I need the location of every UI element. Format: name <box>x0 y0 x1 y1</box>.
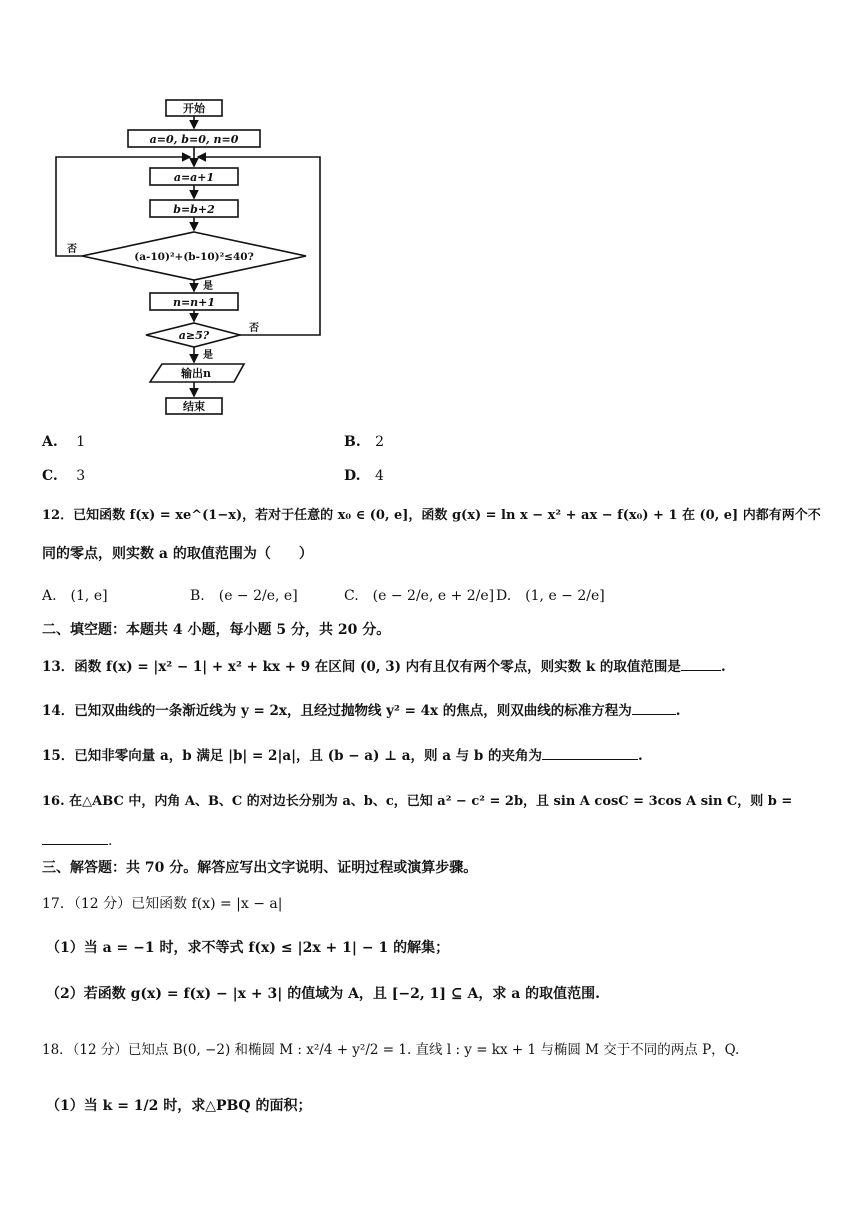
no1-label: 否 <box>67 244 77 255</box>
end-label: 结束 <box>183 400 205 413</box>
q12-line1: 12．已知函数 f(x) = xe^(1−x)，若对于任意的 x₀ ∈ (0, e]，函数 g(x) = ln x − x² + ax − f(x₀) + 1 在 (0, e] 内都有两个不 <box>42 508 821 523</box>
q18-title: 18．（12 分）已知点 B(0, −2) 和椭圆 M : x²/4 + y²/2 = 1. 直线 l : y = kx + 1 与椭圆 M 交于不同的两点 P，Q. <box>42 1042 740 1058</box>
q12-option-c: C. (e − 2/e, e + 2/e] <box>344 588 495 604</box>
q11-option-c-label: C. <box>42 468 58 484</box>
q17-title: 17．（12 分）已知函数 f(x) = |x − a| <box>42 896 283 912</box>
q12-line2: 同的零点，则实数 a 的取值范围为（ ） <box>42 546 313 562</box>
step-a-label: a=a+1 <box>173 171 215 184</box>
q12-option-b: B. (e − 2/e, e] <box>190 588 298 604</box>
q12-option-a: A. (1, e] <box>42 588 108 604</box>
q11-option-b <box>344 432 384 452</box>
step-b-label: b=b+2 <box>173 203 215 216</box>
q11-option-d-label: D. <box>344 468 361 484</box>
q17-part1: （1）当 a = −1 时，求不等式 f(x) ≤ |2x + 1| − 1 的解集； <box>46 940 450 956</box>
q11-option-d-value: 4 <box>374 468 384 484</box>
q11-option-a-label: A. <box>42 434 58 450</box>
no2-label: 否 <box>249 323 259 334</box>
q11-option-d <box>344 466 384 486</box>
condition1-label: (a-10)²+(b-10)²≤40? <box>134 251 254 263</box>
section3-heading: 三、解答题：共 70 分。解答应写出文字说明、证明过程或演算步骤。 <box>42 860 478 876</box>
q13-text: 13．函数 f(x) = |x² − 1| + x² + kx + 9 在区间 (0, 3) 内有且仅有两个零点，则实数 k 的取值范围是 <box>42 659 681 675</box>
start-label: 开始 <box>183 102 205 115</box>
q11-option-b-value: 2 <box>375 434 385 450</box>
q14-text: 14．已知双曲线的一条渐近线为 y = 2x，且经过抛物线 y² = 4x 的焦点，则双曲线的标准方程为 <box>42 703 632 719</box>
yes1-label: 是 <box>203 281 213 292</box>
q16-answer-blank: . <box>42 830 112 851</box>
q11-option-a-value: 1 <box>76 434 86 450</box>
q15-text: 15．已知非零向量 a，b 满足 |b| = 2|a|，且 (b − a) ⊥ a，则 a 与 b 的夹角为 <box>42 748 542 764</box>
q12-option-d: D. (1, e − 2/e] <box>496 588 605 604</box>
step-n-label: n=n+1 <box>172 296 216 309</box>
section2-heading: 二、填空题：本题共 4 小题，每小题 5 分，共 20 分。 <box>42 622 391 638</box>
q11-option-c <box>42 466 85 486</box>
q15: 15．已知非零向量 a，b 满足 |b| = 2|a|，且 (b − a) ⊥ a，则 a 与 b 的夹角为 . <box>42 745 643 766</box>
q16-line1: 16. 在△ABC 中，内角 A、B、C 的对边长分别为 a、b、c，已知 a² − c² = 2b，且 sin A cosC = 3cos A sin C，则 b = <box>42 794 793 809</box>
q11-option-a <box>42 432 85 452</box>
q11-option-b-label: B. <box>344 434 361 450</box>
condition2-label: a≥5? <box>178 329 210 342</box>
q11-option-c-value: 3 <box>76 468 86 484</box>
q17-part2: （2）若函数 g(x) = f(x) − |x + 3| 的值域为 A，且 [−2, 1] ⊆ A，求 a 的取值范围. <box>46 986 601 1002</box>
output-label: 输出n <box>181 367 211 380</box>
flowchart <box>50 96 390 416</box>
yes2-label: 是 <box>203 350 213 361</box>
q13: 13．函数 f(x) = |x² − 1| + x² + kx + 9 在区间 (0, 3) 内有且仅有两个零点，则实数 k 的取值范围是 . <box>42 656 726 677</box>
init-label: a=0, b=0, n=0 <box>149 133 239 146</box>
q18-part1: （1）当 k = 1/2 时，求△PBQ 的面积； <box>46 1098 312 1114</box>
q14: 14．已知双曲线的一条渐近线为 y = 2x，且经过抛物线 y² = 4x 的焦点，则双曲线的标准方程为 . <box>42 700 681 721</box>
